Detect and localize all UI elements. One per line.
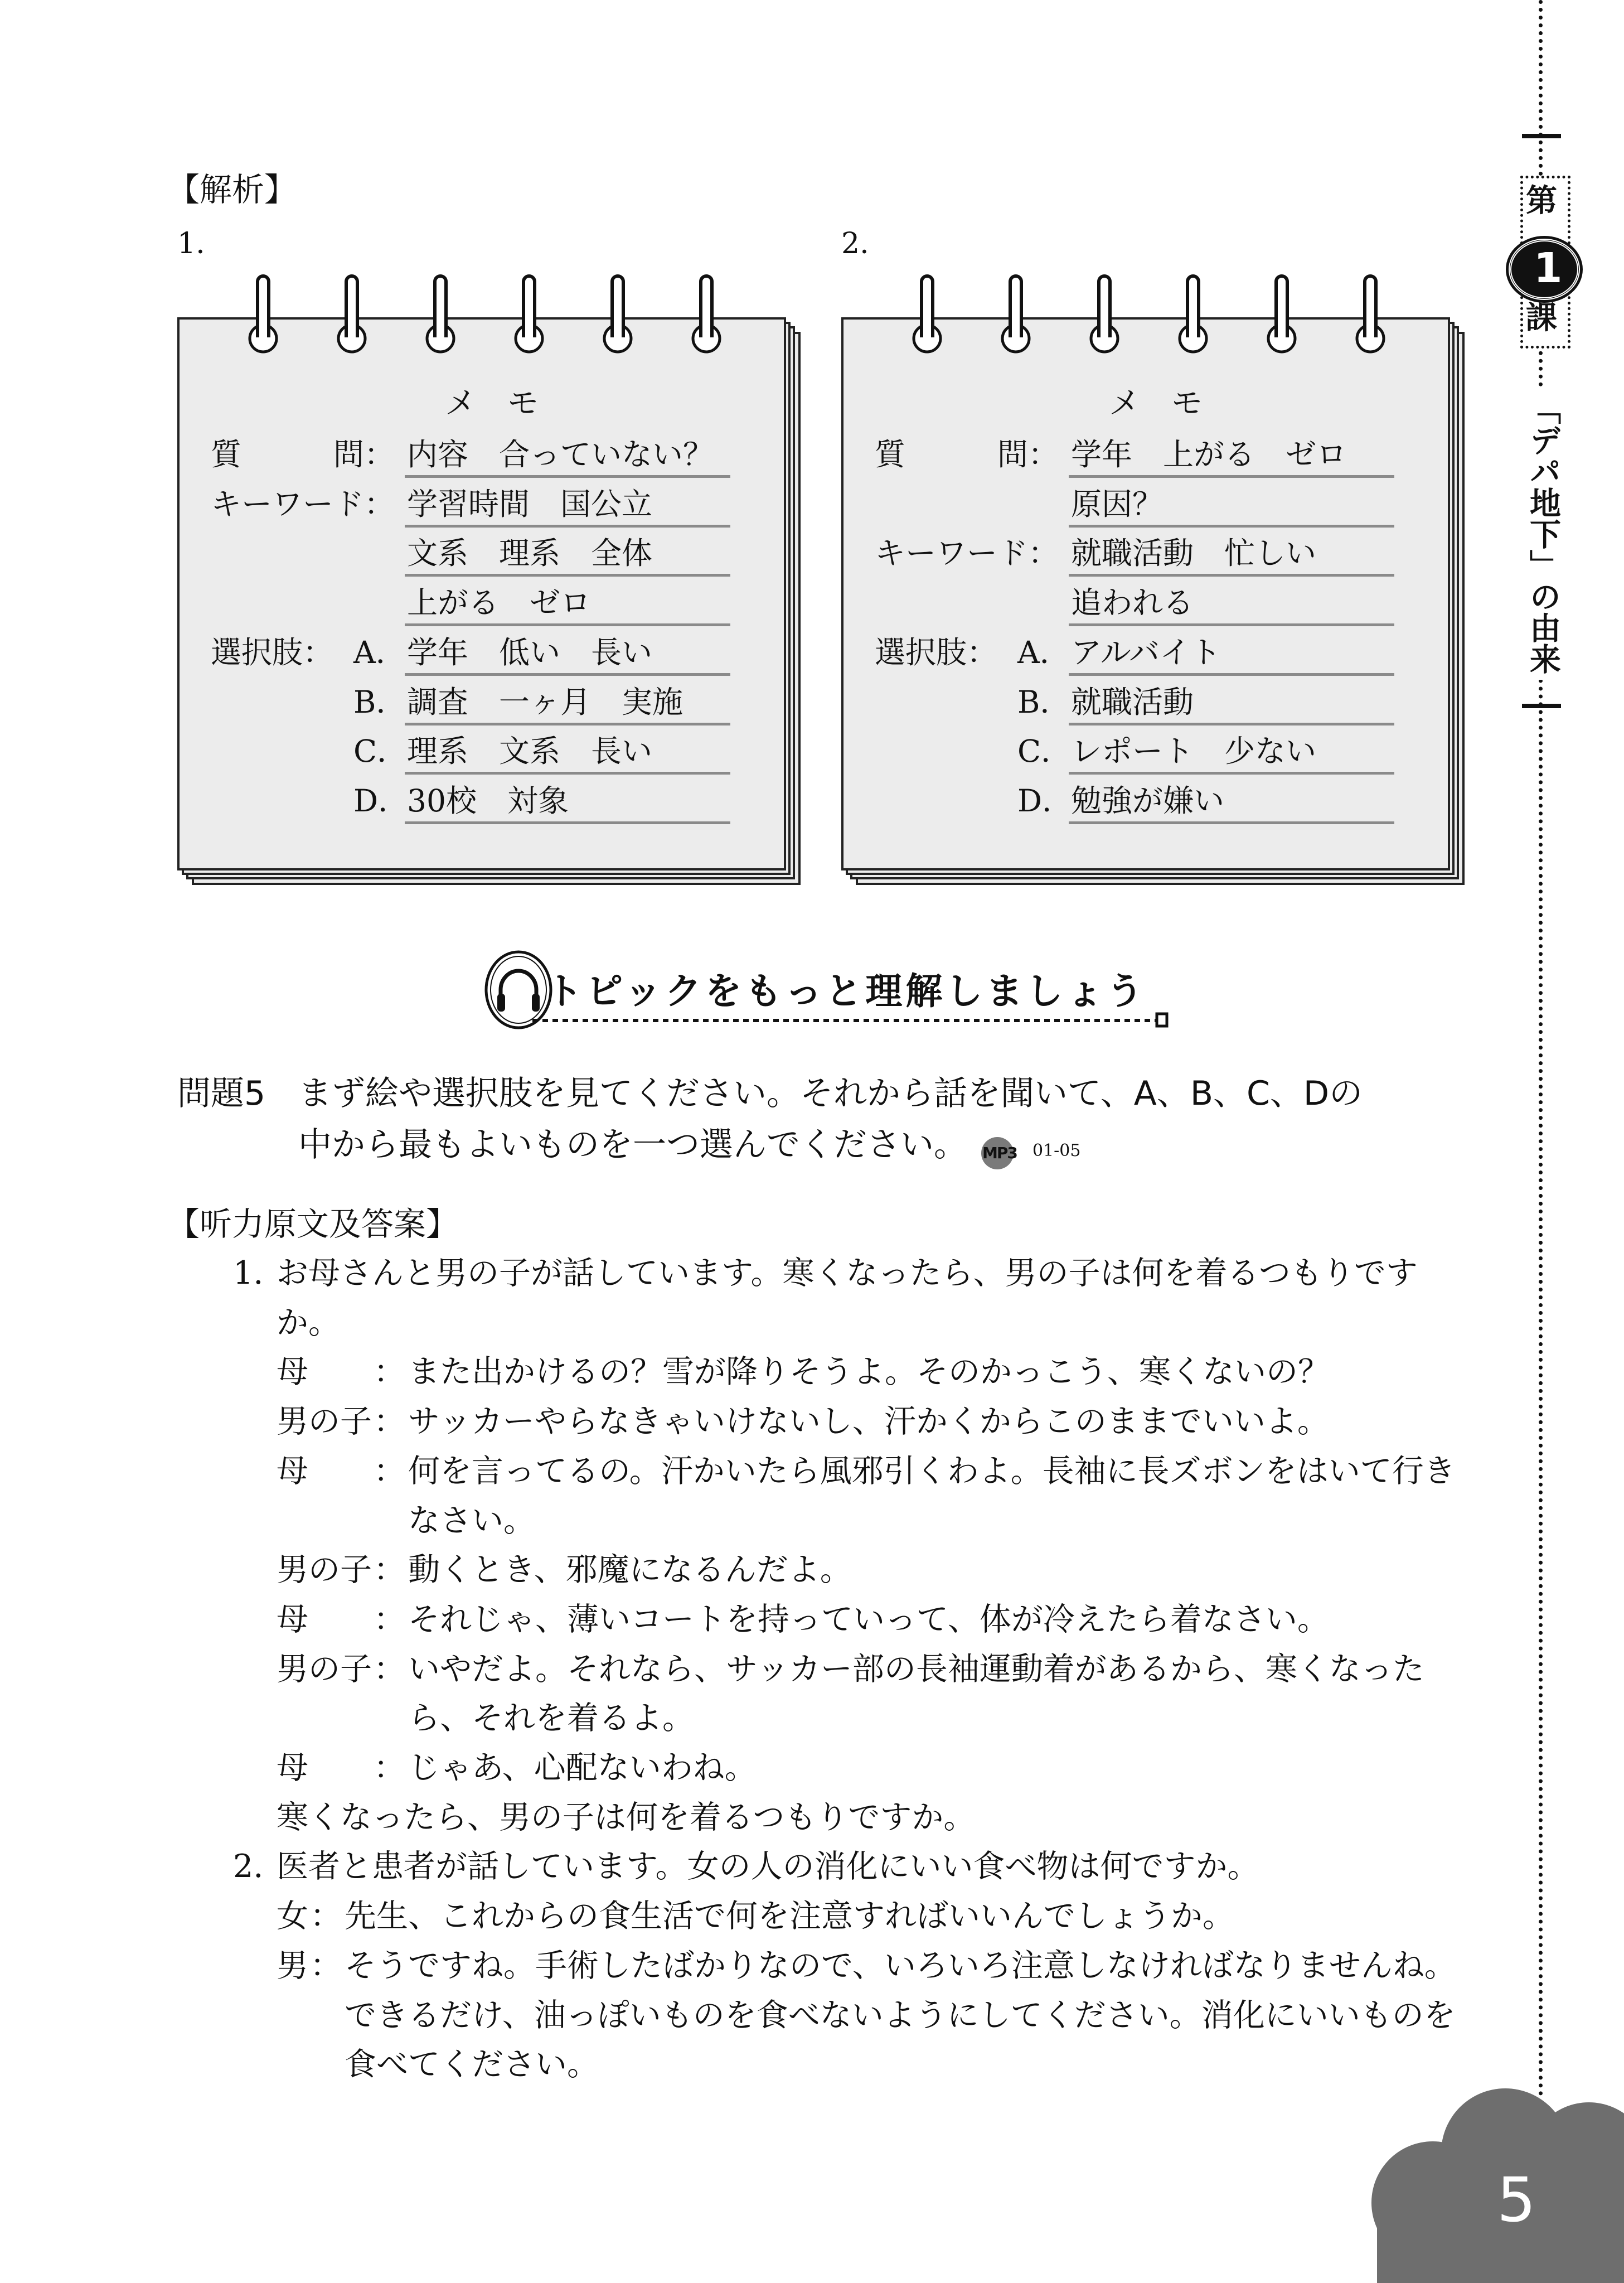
speaker-label: 母 — [277, 1353, 308, 1391]
memo-option-letter: C． — [1017, 733, 1072, 770]
ring-icon — [693, 276, 720, 352]
memo-option-letter: B． — [353, 684, 407, 720]
dialogue-line: できるだけ、油っぽいものを食べないようにしてください。消化にいいものを — [345, 1996, 1456, 2034]
analysis-heading: 【解析】 — [167, 171, 297, 209]
memo-underline — [405, 723, 730, 725]
memo-field-label: 選択肢： — [211, 634, 334, 670]
problem-instruction-line: 中から最もよいものを一つ選んでください。 — [298, 1125, 967, 1164]
memo-entry: 勉強が嫌い — [1071, 782, 1225, 819]
headphones-icon — [486, 952, 551, 1028]
problem-label: 問題5 — [177, 1074, 266, 1113]
page-number-cloud — [1366, 2086, 1624, 2283]
memo-option-letter: D． — [1017, 782, 1073, 819]
dialogue-line: 動くとき、邪魔になるんだよ。 — [408, 1551, 852, 1589]
side-dash — [1522, 704, 1561, 708]
speaker-label: 男の子 — [277, 1403, 372, 1440]
memo-underline — [1069, 525, 1394, 528]
speaker-colon: ： — [374, 1551, 405, 1589]
memo-entry: 文系 理系 全体 — [407, 535, 653, 572]
ring-icon — [604, 276, 631, 352]
closing-question: 寒くなったら、男の子は何を着るつもりですか。 — [277, 1798, 976, 1836]
ring-icon — [1091, 276, 1118, 352]
dialogue-line: 何を言ってるの。汗かいたら風邪引くわよ。長袖に長ズボンをはいて行き — [408, 1452, 1456, 1489]
speaker-label: 母 — [277, 1600, 308, 1638]
ring-icon — [338, 276, 365, 352]
memo-underline — [1069, 673, 1394, 676]
memo-entry: 理系 文系 長い — [407, 733, 653, 770]
ring-icon — [250, 276, 277, 352]
memo-underline — [1069, 574, 1394, 577]
memo-underline — [1069, 623, 1394, 626]
memo-title: メ モ — [445, 385, 539, 422]
item-number: 1. — [233, 1255, 264, 1292]
memo-underline — [405, 623, 730, 626]
memo-field-label: キーワード： — [211, 486, 395, 522]
memo-option-letter: A． — [1017, 634, 1070, 670]
memo-option-letter: C． — [353, 733, 408, 770]
memo-underline — [405, 475, 730, 478]
memo-entry: 就職活動 — [1071, 684, 1194, 720]
dialogue-line: なさい。 — [408, 1502, 535, 1539]
memo-underline — [1069, 723, 1394, 725]
memo-entry: 就職活動 忙しい — [1071, 535, 1317, 572]
speaker-label: 男の子 — [277, 1650, 372, 1687]
dialogue-line: いやだよ。それなら、サッカー部の長袖運動着があるから、寒くなった — [408, 1650, 1424, 1687]
speaker-colon: ： — [374, 1403, 405, 1440]
memo-field-label: 質 問： — [211, 437, 395, 472]
memo-option-letter: D． — [353, 782, 409, 819]
mp3-badge-label: MP3 — [982, 1144, 1017, 1162]
memo-entry: 原因？ — [1071, 486, 1164, 522]
memo-underline — [1069, 475, 1394, 478]
memo-underline — [405, 525, 730, 528]
mp3-audio-button[interactable] — [981, 1137, 1017, 1169]
speaker-colon: ： — [310, 1947, 342, 1984]
memo-option-letter: A． — [353, 634, 406, 670]
memo-entry: 上がる ゼロ — [407, 585, 592, 621]
item-number: 2. — [233, 1848, 264, 1885]
lesson-number: 1 — [1534, 244, 1563, 292]
memo-number: 1. — [177, 227, 205, 260]
dialogue-line: ら、それを着るよ。 — [408, 1700, 694, 1737]
ring-icon — [516, 276, 542, 352]
speaker-label: 母 — [277, 1452, 308, 1489]
speaker-label: 母 — [277, 1749, 308, 1786]
speaker-colon: ： — [374, 1749, 405, 1786]
speaker-colon: ： — [310, 1898, 342, 1935]
topic-heading: トピックをもっと理解しましょう — [546, 970, 1147, 1013]
speaker-label: 男 — [277, 1947, 308, 1984]
memo-underline — [1069, 772, 1394, 775]
transcript-heading: 【听力原文及答案】 — [167, 1205, 459, 1243]
memo-entry: 内容 合っていない？ — [407, 437, 714, 472]
memo-entry: 学年 低い 長い — [407, 634, 653, 670]
lesson-suffix: 課 — [1526, 300, 1557, 336]
speaker-colon: ： — [374, 1452, 405, 1489]
speaker-colon: ： — [374, 1353, 405, 1391]
memo-entry: レポート 少ない — [1071, 733, 1317, 770]
dialogue-line: それじゃ、薄いコートを持っていって、体が冷えたら着なさい。 — [408, 1600, 1329, 1638]
speaker-colon: ： — [374, 1650, 405, 1687]
mp3-track-number: 01-05 — [1032, 1141, 1081, 1160]
question-line: 医者と患者が話しています。女の人の消化にいい食べ物は何ですか。 — [277, 1848, 1259, 1885]
memo-entry: 調査 一ヶ月 実施 — [407, 684, 683, 720]
memo-binding-rings — [841, 268, 1455, 357]
memo-number: 2. — [841, 227, 869, 260]
memo-entry: アルバイト — [1071, 634, 1221, 670]
dialogue-line: 食べてください。 — [345, 2046, 599, 2083]
memo-field-label: 選択肢： — [875, 634, 998, 670]
lesson-title: 「デパ地下」の由来 — [1523, 388, 1562, 680]
memo-field-label: キーワード： — [875, 535, 1059, 572]
memo-binding-rings — [177, 268, 791, 357]
speaker-colon: ： — [374, 1600, 405, 1638]
memo-option-letter: B． — [1017, 684, 1071, 720]
memo-field-label: 質 問： — [875, 437, 1059, 472]
ring-icon — [427, 276, 454, 352]
memo-entry: 学習時間 国公立 — [407, 486, 653, 522]
memo-underline — [405, 821, 730, 824]
memo-entry: 30校 対象 — [407, 782, 569, 819]
side-dash — [1522, 134, 1561, 138]
dialogue-line: 先生、これからの食生活で何を注意すればいいんでしょうか。 — [345, 1898, 1234, 1935]
dialogue-line: サッカーやらなきゃいけないし、汗かくからこのままでいいよ。 — [408, 1403, 1329, 1440]
ring-icon — [1357, 276, 1384, 352]
question-line: か。 — [277, 1304, 340, 1341]
dialogue-line: そうですね。手術したばかりなので、いろいろ注意しなければなりませんね。 — [345, 1947, 1456, 1984]
memo-entry: 学年 上がる ゼロ — [1071, 437, 1347, 472]
memo-underline — [1069, 821, 1394, 824]
lesson-number-badge — [1509, 239, 1580, 300]
lesson-prefix: 第 — [1526, 183, 1557, 219]
ring-icon — [1002, 276, 1029, 352]
memo-entry: 追われる — [1071, 585, 1194, 621]
ring-icon — [1180, 276, 1206, 352]
question-line: お母さんと男の子が話しています。寒くなったら、男の子は何を着るつもりです — [277, 1255, 1418, 1292]
page-number: 5 — [1497, 2164, 1536, 2236]
dialogue-line: また出かけるの？雪が降りそうよ。そのかっこう、寒くないの？ — [408, 1353, 1330, 1391]
memo-title: メ モ — [1109, 385, 1203, 422]
ring-icon — [1268, 276, 1295, 352]
dialogue-line: じゃあ、心配ないわね。 — [408, 1749, 757, 1786]
ring-icon — [914, 276, 941, 352]
memo-underline — [405, 772, 730, 775]
memo-underline — [405, 673, 730, 676]
speaker-label: 女 — [277, 1898, 308, 1935]
speaker-label: 男の子 — [277, 1551, 372, 1589]
problem-instruction-line: まず絵や選択肢を見てください。それから話を聞いて、A、B、C、Dの — [298, 1074, 1363, 1113]
memo-underline — [405, 574, 730, 577]
